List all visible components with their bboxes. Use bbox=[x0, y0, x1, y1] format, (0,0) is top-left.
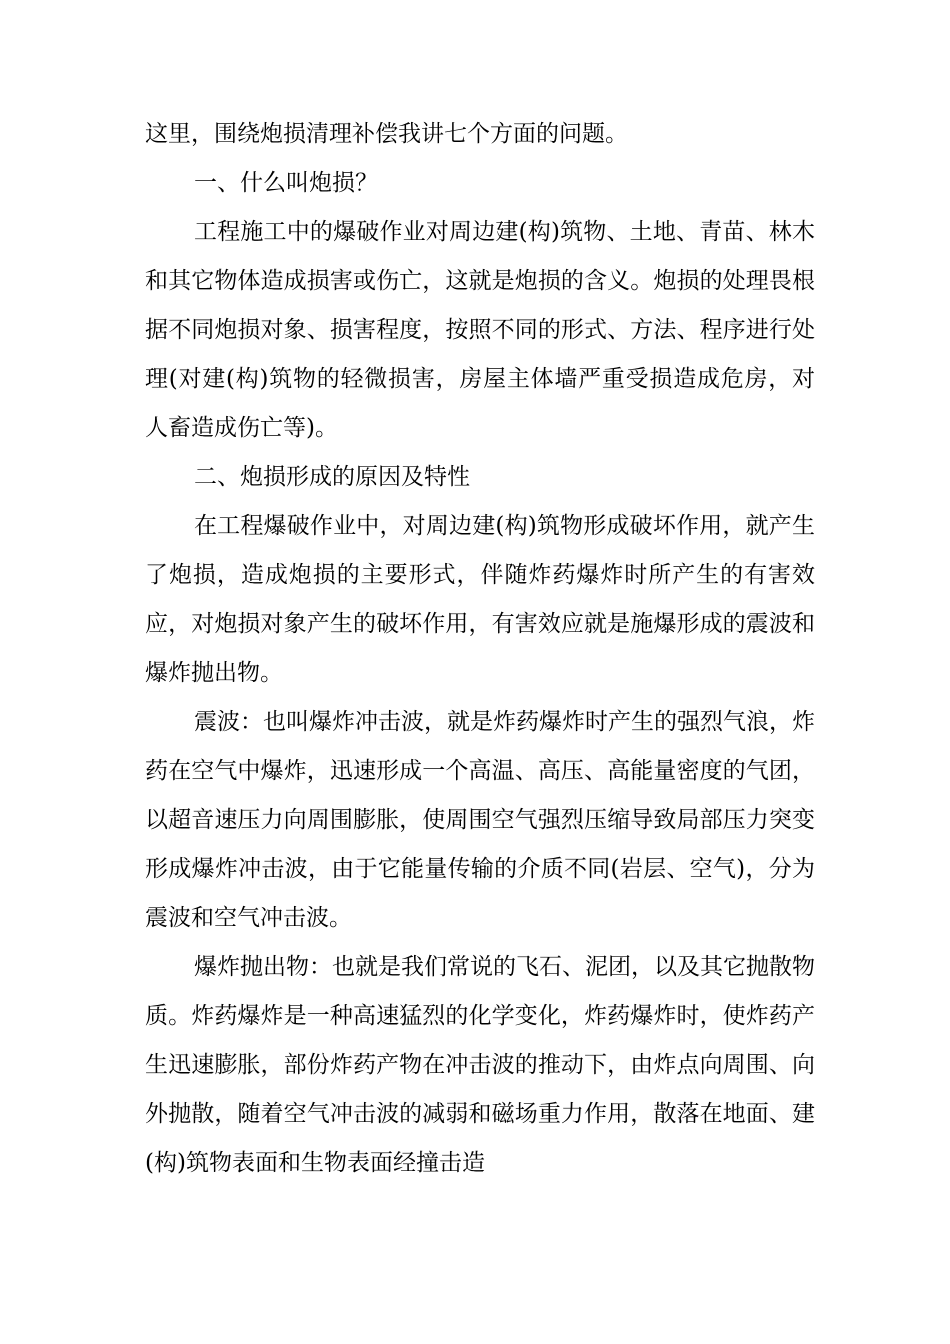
paragraph-definition: 工程施工中的爆破作业对周边建(构)筑物、土地、青苗、林木和其它物体造成损害或伤亡，这就是炮损的含义。炮损的处理畏根据不同炮损对象、损害程度，按照不同的形式、方法、程序进行处理(对建(构)筑物的轻微损害，房屋主体墙严重受损造成危房，对人畜造成伤亡等)。 bbox=[145, 219, 815, 441]
paragraph-ejecta: 爆炸抛出物：也就是我们常说的飞石、泥团，以及其它抛散物质。炸药爆炸是一种高速猛烈的化学变化，炸药爆炸时，使炸药产生迅速膨胀，部份炸药产物在冲击波的推动下，由炸点向周围、向外抛散，随着空气冲击波的减弱和磁场重力作用，散落在地面、建(构)筑物表面和生物表面经撞击造 bbox=[145, 954, 815, 1176]
heading-section-2: 二、炮损形成的原因及特性 bbox=[194, 464, 470, 490]
document-page bbox=[145, 110, 815, 1188]
paragraph-causes: 在工程爆破作业中，对周边建(构)筑物形成破坏作用，就产生了炮损，造成炮损的主要形式，伴随炸药爆炸时所产生的有害效应，对炮损对象产生的破坏作用，有害效应就是施爆形成的震波和爆炸抛出物。 bbox=[145, 513, 815, 686]
paragraph-intro: 这里，围绕炮损清理补偿我讲七个方面的问题。 bbox=[145, 121, 628, 147]
heading-section-1: 一、什么叫炮损？ bbox=[194, 170, 378, 196]
paragraph-shock-wave: 震波：也叫爆炸冲击波，就是炸药爆炸时产生的强烈气浪，炸药在空气中爆炸，迅速形成一个高温、高压、高能量密度的气团，以超音速压力向周围膨胀，使周围空气强烈压缩导致局部压力突变形成爆炸冲击波，由于它能量传输的介质不同(岩层、空气)，分为震波和空气冲击波。 bbox=[145, 709, 815, 931]
